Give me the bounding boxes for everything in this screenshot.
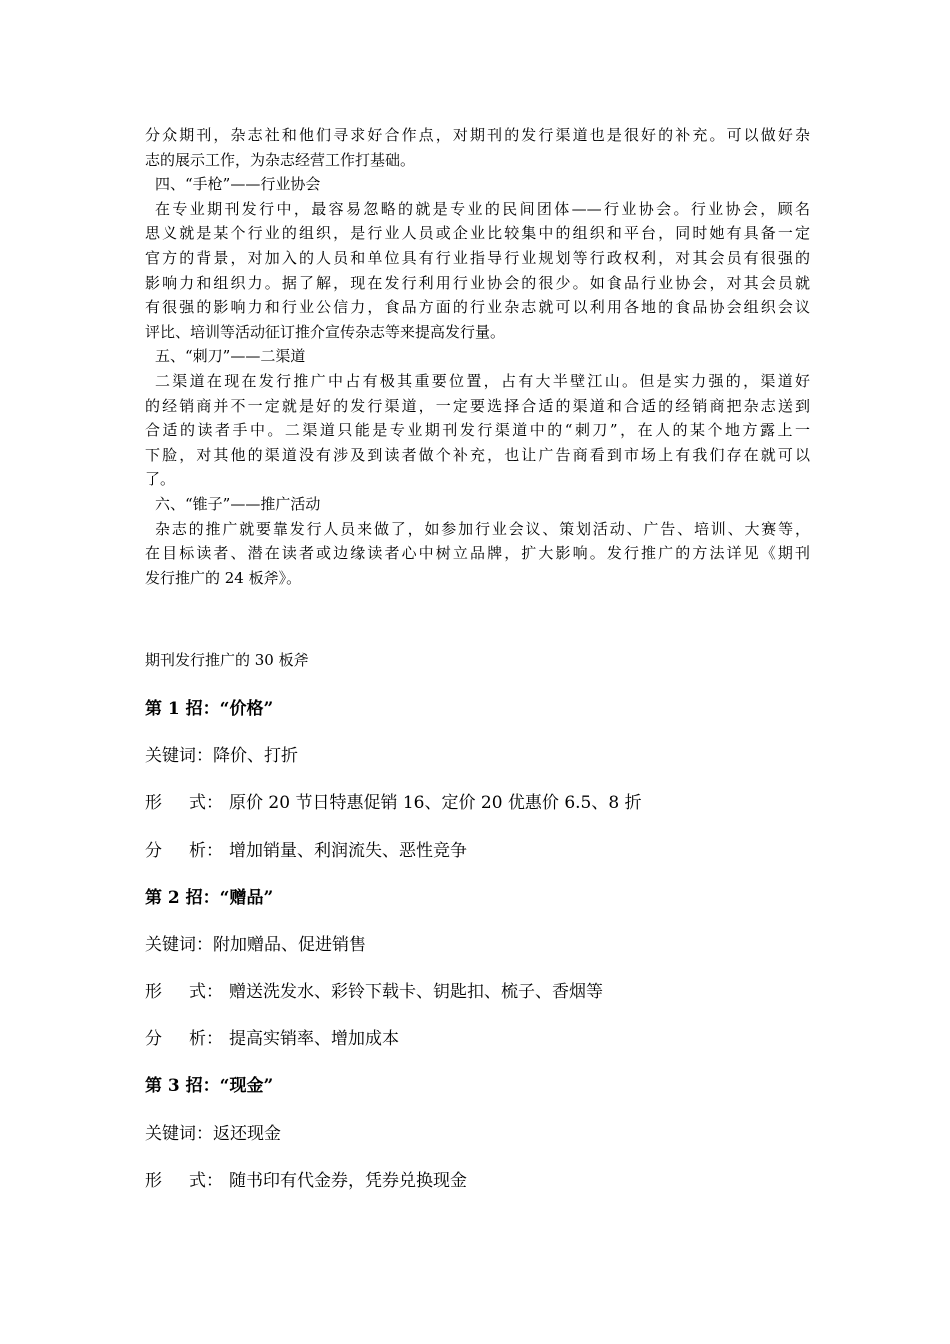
analysis-label-char: 析： <box>189 841 223 861</box>
text-line: 影响力和组织力。据了解，现在发行利用行业协会的很少。如食品行业协会，对其会员就 <box>145 273 810 292</box>
keyword-label: 关键词： <box>145 746 213 766</box>
move-3-heading: 第 3 招：“现金” <box>145 1076 274 1096</box>
section-title-30-moves: 期刊发行推广的 30 板斧 <box>145 651 309 669</box>
analysis-value: 增加销量、利润流失、恶性竞争 <box>229 841 467 861</box>
text-line: 发行推广的 24 板斧》。 <box>145 568 302 587</box>
move-3-keyword-line <box>145 1122 281 1146</box>
analysis-label-char: 分 <box>145 841 162 861</box>
text-line: 思义就是某个行业的组织，是行业人员或企业比较集中的组织和平台，同时她有具备一定 <box>145 224 810 243</box>
analysis-label-char: 分 <box>145 1029 162 1049</box>
text-line: 志的展示工作，为杂志经营工作打基础。 <box>145 150 416 169</box>
text-line: 合适的读者手中。二渠道只能是专业期刊发行渠道中的“刺刀”，在人的某个地方露上一 <box>145 421 810 440</box>
move-1-heading: 第 1 招：“价格” <box>145 699 274 719</box>
section-heading-four: 四、“手枪”——行业协会 <box>155 175 321 194</box>
form-label-char: 形 <box>145 982 162 1002</box>
move-2-analysis-line <box>145 1027 399 1051</box>
move-2-keyword-line <box>145 933 366 957</box>
form-value: 原价 20 节日特惠促销 16、定价 20 优惠价 6.5、8 折 <box>229 793 642 813</box>
move-1-form-line <box>145 791 642 815</box>
text-line: 有很强的影响力和行业公信力，食品方面的行业杂志就可以利用各地的食品协会组织会议 <box>145 298 810 317</box>
text-line: 官方的背景，对加入的人员和单位具有行业指导行业规划等行政权利，对其会员有很强的 <box>145 248 810 267</box>
analysis-label-char: 析： <box>189 1029 223 1049</box>
keyword-label: 关键词： <box>145 1124 213 1144</box>
text-line: 二渠道在现在发行推广中占有极其重要位置，占有大半壁江山。但是实力强的，渠道好 <box>155 371 810 390</box>
form-label-char: 式： <box>189 982 223 1002</box>
text-line: 的经销商并不一定就是好的发行渠道，一定要选择合适的渠道和合适的经销商把杂志送到 <box>145 396 810 415</box>
text-line: 评比、培训等活动征订推介宣传杂志等来提高发行量。 <box>145 322 506 341</box>
section-heading-six: 六、“锥子”——推广活动 <box>155 494 321 513</box>
text-line: 在专业期刊发行中，最容易忽略的就是专业的民间团体——行业协会。行业协会，顾名 <box>155 199 810 218</box>
form-label-char: 形 <box>145 1171 162 1191</box>
text-line: 在目标读者、潜在读者或边缘读者心中树立品牌，扩大影响。发行推广的方法详见《期刊 <box>145 544 810 563</box>
form-value: 赠送洗发水、彩铃下载卡、钥匙扣、梳子、香烟等 <box>229 982 603 1002</box>
keyword-value: 降价、打折 <box>213 746 298 766</box>
section-heading-five: 五、“刺刀”——二渠道 <box>155 347 306 366</box>
form-value: 随书印有代金券，凭券兑换现金 <box>229 1171 467 1191</box>
keyword-value: 返还现金 <box>213 1124 281 1144</box>
text-line: 下脸，对其他的渠道没有涉及到读者做个补充，也让广告商看到市场上有我们存在就可以 <box>145 445 810 464</box>
text-line: 杂志的推广就要靠发行人员来做了，如参加行业会议、策划活动、广告、培训、大赛等， <box>155 519 810 538</box>
body-text-block <box>145 123 810 590</box>
analysis-value: 提高实销率、增加成本 <box>229 1029 399 1049</box>
form-label-char: 式： <box>189 1171 223 1191</box>
move-3-form-line <box>145 1169 467 1193</box>
text-line: 了。 <box>145 470 176 489</box>
move-1-keyword-line <box>145 744 298 768</box>
keyword-value: 附加赠品、促进销售 <box>213 935 366 955</box>
keyword-label: 关键词： <box>145 935 213 955</box>
move-2-form-line <box>145 980 603 1004</box>
text-line: 分众期刊，杂志社和他们寻求好合作点，对期刊的发行渠道也是很好的补充。可以做好杂 <box>145 126 810 144</box>
form-label-char: 形 <box>145 793 162 813</box>
form-label-char: 式： <box>189 793 223 813</box>
move-2-heading: 第 2 招：“赠品” <box>145 888 274 908</box>
move-1-analysis-line <box>145 839 467 863</box>
